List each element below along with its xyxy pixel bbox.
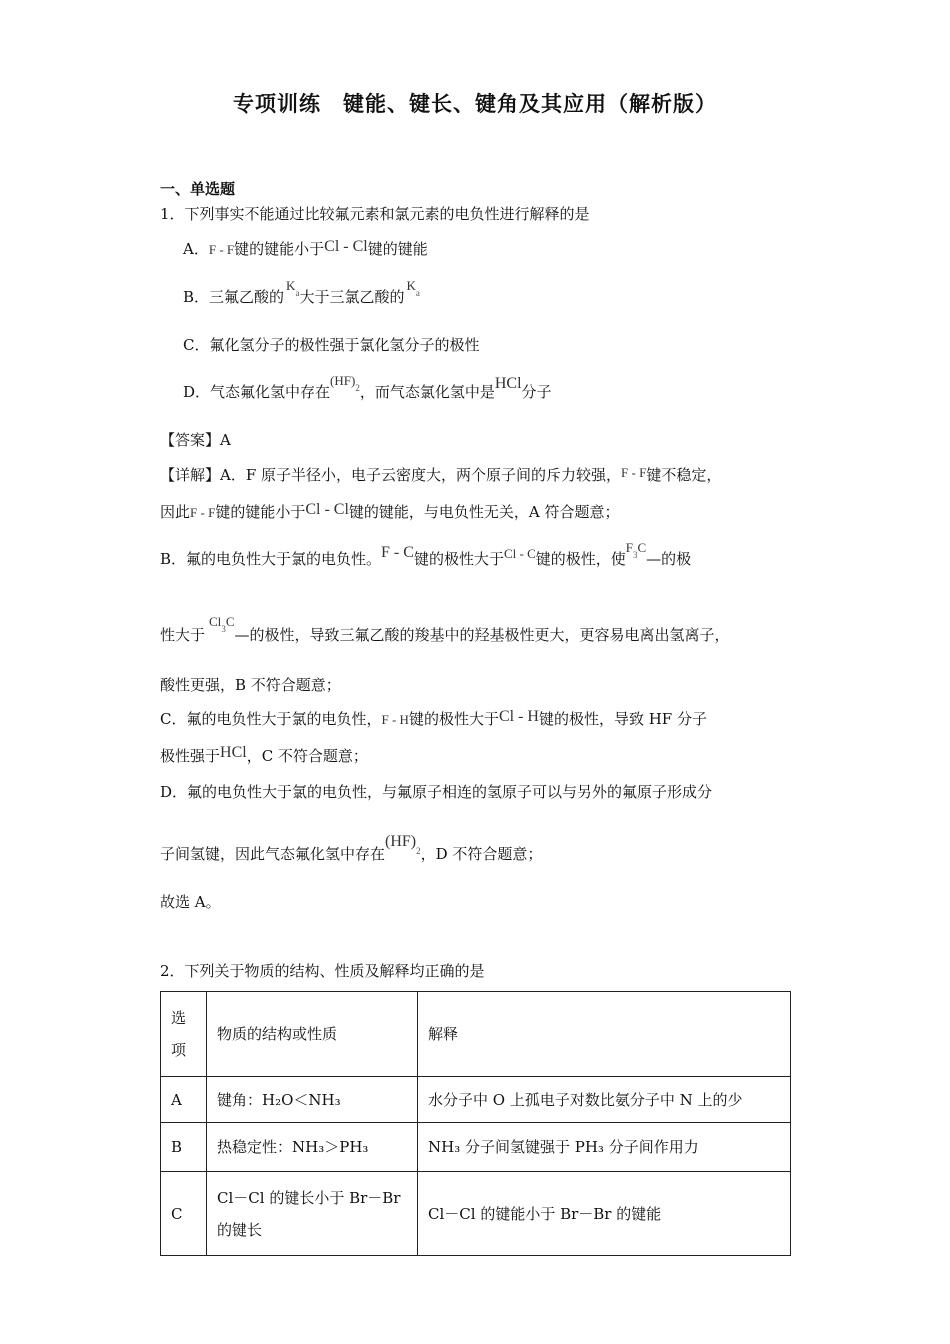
detail-text: 键的键能，与电负性无关，A 符合题意； bbox=[348, 503, 620, 521]
formula: HCl bbox=[494, 375, 522, 392]
table-cell bbox=[207, 1172, 418, 1256]
detail-text: —的极 bbox=[646, 550, 692, 568]
formula: C bbox=[225, 614, 235, 629]
detail-text: 极性强于 bbox=[160, 747, 221, 765]
table-cell: 键角：H₂O＜NH₃ bbox=[207, 1077, 418, 1123]
detail-text: B．氟的电负性大于氯的电负性。 bbox=[160, 550, 382, 568]
detail-text: 键的键能小于 bbox=[215, 503, 306, 521]
detail-text: C．氟的电负性大于氯的电负性， bbox=[160, 710, 382, 728]
option-text: ，而气态氯化氢中是 bbox=[359, 383, 495, 401]
detail-text: 键的极性大于 bbox=[408, 710, 499, 728]
detail-text: ，D 不符合题意； bbox=[420, 845, 543, 863]
formula: F - F bbox=[190, 505, 216, 520]
q1-option-d bbox=[183, 373, 552, 402]
detail-line bbox=[160, 464, 721, 485]
answer: 【答案】A bbox=[160, 431, 231, 449]
option-text: 气态氟化氢中存在 bbox=[210, 383, 331, 401]
detail-line bbox=[160, 745, 368, 766]
formula: F - H bbox=[381, 712, 409, 727]
page-title: 专项训练 键能、键长、键角及其应用（解析版） bbox=[233, 91, 717, 116]
q1-option-a bbox=[183, 238, 428, 259]
option-text: 键的键能小于 bbox=[234, 240, 325, 258]
formula: Cl - C bbox=[503, 546, 536, 561]
detail-text: 键的极性大于 bbox=[413, 550, 504, 568]
detail-text: ，C 不符合题意； bbox=[246, 747, 368, 765]
formula: F - F bbox=[621, 465, 647, 480]
formula: Cl bbox=[209, 614, 222, 629]
formula: HCl bbox=[220, 744, 247, 761]
formula: K bbox=[286, 278, 296, 293]
q1-stem: 1．下列事实不能通过比较氟元素和氯元素的电负性进行解释的是 bbox=[160, 205, 590, 223]
header-cell: 解释 bbox=[418, 992, 791, 1077]
table-row bbox=[161, 1077, 791, 1123]
table-cell: B bbox=[161, 1123, 207, 1172]
detail-line: D．氟的电负性大于氯的电负性，与氟原子相连的氢原子可以与另外的氟原子形成分 bbox=[160, 783, 713, 801]
formula: F - C bbox=[381, 544, 414, 561]
detail-line bbox=[160, 614, 730, 645]
q1-option-c bbox=[183, 334, 480, 355]
option-label: B． bbox=[183, 288, 210, 306]
detail-text: 【详解】A．F 原子半径小，电子云密度大，两个原子间的斥力较强， bbox=[160, 466, 622, 484]
option-text: 三氟乙酸的 bbox=[209, 288, 285, 306]
detail-text: 键的极性，使 bbox=[535, 550, 626, 568]
formula: (HF) bbox=[385, 833, 417, 850]
detail-text: 因此 bbox=[160, 503, 191, 521]
formula: C bbox=[637, 540, 647, 555]
section-heading: 一、单选题 bbox=[160, 180, 236, 198]
formula: F - F bbox=[208, 242, 235, 257]
subscript: 2 bbox=[355, 383, 360, 393]
detail-line bbox=[160, 708, 707, 729]
q1-option-b bbox=[183, 278, 420, 307]
option-text: 键的键能 bbox=[367, 240, 428, 258]
detail-text: 键的极性，导致 HF 分子 bbox=[538, 710, 707, 728]
detail-text: 键不稳定， bbox=[646, 466, 722, 484]
formula: F bbox=[625, 540, 633, 555]
detail-text: 性大于 bbox=[160, 626, 206, 644]
subscript: 2 bbox=[416, 846, 421, 856]
table-row bbox=[161, 1172, 791, 1256]
table-cell: 热稳定性：NH₃＞PH₃ bbox=[207, 1123, 418, 1172]
q2-table bbox=[160, 991, 791, 1256]
header-cell: 物质的结构或性质 bbox=[207, 992, 418, 1077]
detail-text: —的极性，导致三氟乙酸的羧基中的羟基极性更大，更容易电离出氢离子， bbox=[234, 626, 730, 644]
table-cell: C bbox=[161, 1172, 207, 1256]
table-header-row bbox=[161, 992, 791, 1077]
option-label: C． bbox=[183, 336, 210, 354]
detail-line bbox=[160, 833, 543, 864]
subscript: 3 bbox=[221, 624, 226, 634]
detail-text: 子间氢键，因此气态氟化氢中存在 bbox=[160, 845, 386, 863]
detail-line: 酸性更强，B 不符合题意； bbox=[160, 676, 341, 694]
subscript: 3 bbox=[633, 550, 638, 560]
q2-stem: 2．下列关于物质的结构、性质及解释均正确的是 bbox=[160, 962, 485, 980]
option-label: D． bbox=[183, 383, 211, 401]
option-text: 大于三氯乙酸的 bbox=[299, 288, 405, 306]
detail-line bbox=[160, 540, 692, 569]
formula: (HF) bbox=[330, 373, 356, 388]
formula: Cl - H bbox=[498, 708, 539, 725]
header-text: 选 bbox=[171, 1009, 187, 1027]
cell-text: 的键长 bbox=[217, 1220, 263, 1239]
subscript: a bbox=[295, 288, 300, 298]
table-row bbox=[161, 1123, 791, 1172]
formula: Cl - Cl bbox=[324, 238, 368, 255]
option-text: 氟化氢分子的极性强于氯化氢分子的极性 bbox=[209, 336, 480, 354]
detail-line bbox=[160, 501, 620, 522]
formula: Cl - Cl bbox=[305, 501, 349, 518]
cell-text: Cl－Cl 的键长小于 Br－Br bbox=[217, 1188, 401, 1207]
header-text: 项 bbox=[171, 1041, 187, 1059]
subscript: a bbox=[415, 288, 420, 298]
table-cell: A bbox=[161, 1077, 207, 1123]
formula: K bbox=[406, 278, 416, 293]
table-cell: NH₃ 分子间氢键强于 PH₃ 分子间作用力 bbox=[418, 1123, 791, 1172]
table-cell: Cl－Cl 的键能小于 Br－Br 的键能 bbox=[418, 1172, 791, 1256]
option-label: A． bbox=[183, 240, 209, 258]
option-text: 分子 bbox=[521, 383, 552, 401]
header-cell bbox=[161, 992, 207, 1077]
detail-line: 故选 A。 bbox=[160, 893, 221, 911]
table-cell: 水分子中 O 上孤电子对数比氨分子中 N 上的少 bbox=[418, 1077, 791, 1123]
